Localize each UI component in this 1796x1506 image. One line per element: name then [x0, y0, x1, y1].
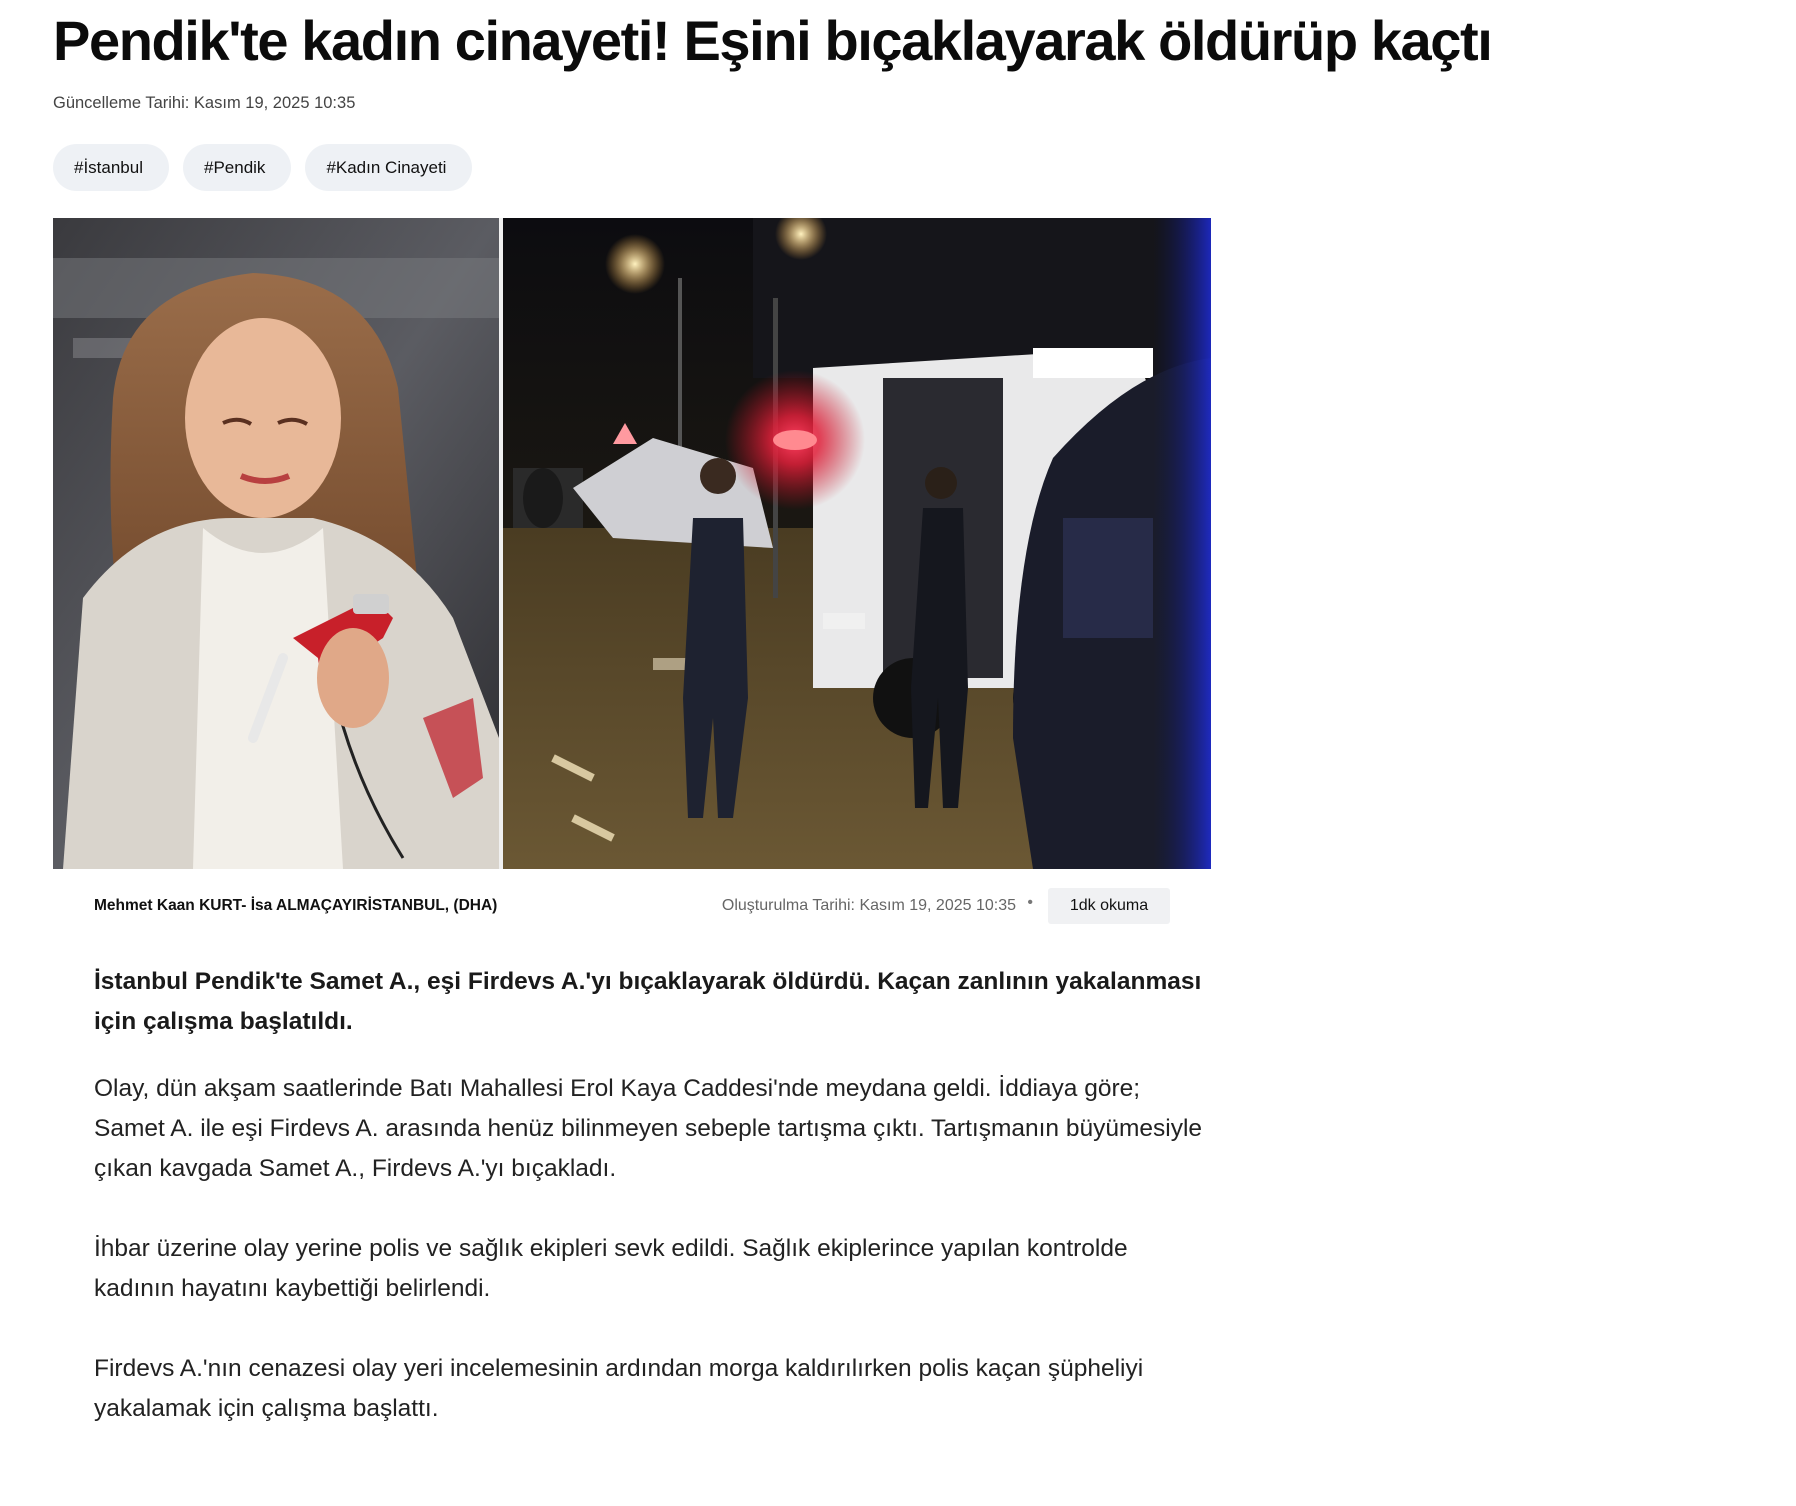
hero-image	[53, 218, 1211, 869]
article-body	[94, 962, 1204, 1469]
tag-pendik[interactable]: #Pendik	[183, 144, 291, 191]
created-date: Oluşturulma Tarihi: Kasım 19, 2025 10:35	[721, 897, 1016, 914]
article-paragraph: İhbar üzerine olay yerine polis ve sağlık ekipleri sevk edildi. Sağlık ekiplerince yapılan kontrolde kadının hayatını kaybettiği belirlendi.	[94, 1235, 1128, 1302]
read-time-badge: 1dk okuma	[1048, 888, 1170, 924]
updated-date: Güncelleme Tarihi: Kasım 19, 2025 10:35	[53, 94, 356, 112]
meta-separator: •	[1027, 894, 1033, 911]
author-byline: Mehmet Kaan KURT- İsa ALMAÇAYIRİSTANBUL, (DHA)	[94, 897, 498, 914]
woman-photo-panel	[53, 218, 499, 869]
tag-kadin-cinayeti[interactable]: #Kadın Cinayeti	[305, 144, 472, 191]
article-meta	[94, 888, 1170, 924]
tag-istanbul[interactable]: #İstanbul	[53, 144, 169, 191]
article-paragraph: Firdevs A.'nın cenazesi olay yeri incelemesinin ardından morga kaldırılırken polis kaçan şüpheliyi yakalamak için çalışma başlattı.	[94, 1355, 1144, 1422]
crime-scene-photo-panel	[503, 218, 1211, 869]
tag-list	[53, 144, 472, 191]
article-lead: İstanbul Pendik'te Samet A., eşi Firdevs A.'yı bıçaklayarak öldürdü. Kaçan zanlının yakalanması için çalışma başlatıldı.	[94, 968, 1202, 1035]
article-paragraph: Olay, dün akşam saatlerinde Batı Mahallesi Erol Kaya Caddesi'nde meydana geldi. İddiaya göre; Samet A. ile eşi Firdevs A. arasında henüz bilinmeyen sebeple tartışma çıktı. Tartışmanın büyümesiyle çıkan kavgada Samet A., Firdevs A.'yı bıçakladı.	[94, 1075, 1203, 1182]
article-headline: Pendik'te kadın cinayeti! Eşini bıçaklayarak öldürüp kaçtı	[53, 9, 1492, 72]
